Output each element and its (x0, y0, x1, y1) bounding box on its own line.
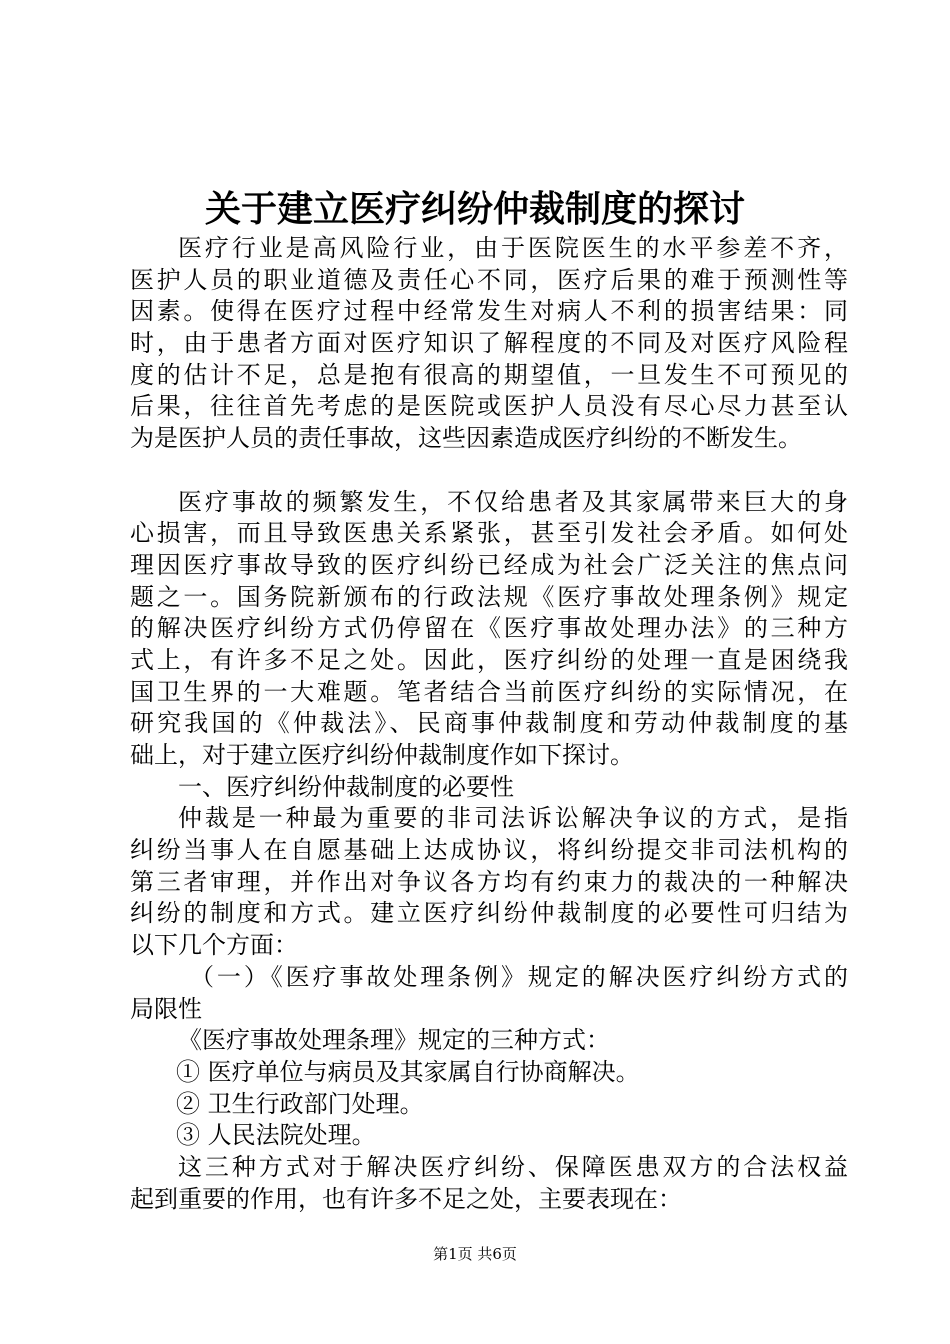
text-line: 研究我国的《仲裁法》、民商事仲裁制度和劳动仲裁制度的基 (130, 709, 848, 738)
text-line: 医疗行业是高风险行业，由于医院医生的水平参差不齐， (178, 234, 848, 262)
text-line: 因素。使得在医疗过程中经常发生对病人不利的损害结果：同 (130, 297, 848, 326)
text-line: 仲裁是一种最为重要的非司法诉讼解决争议的方式，是指 (178, 804, 848, 833)
text-line: 以下几个方面： (130, 931, 298, 960)
text-line: 这三种方式对于解决医疗纠纷、保障医患双方的合法权益 (178, 1152, 848, 1181)
text-line: 度的估计不足，总是抱有很高的期望值，一旦发生不可预见的 (130, 360, 848, 389)
list-item: ③ 人民法院处理。 (176, 1121, 376, 1150)
text-line: 时，由于患者方面对医疗知识了解程度的不同及对医疗风险程 (130, 329, 848, 358)
text-line: 局限性 (130, 994, 202, 1023)
text-line: 纠纷的制度和方式。建立医疗纠纷仲裁制度的必要性可归结为 (130, 899, 848, 928)
document-body (130, 233, 848, 1215)
document-title: 关于建立医疗纠纷仲裁制度的探讨 (204, 188, 745, 230)
text-line: 第三者审理，并作出对争议各方均有约束力的裁决的一种解决 (130, 867, 848, 896)
subsection-heading (130, 962, 848, 1025)
text-line: 为是医护人员的责任事故，这些因素造成医疗纠纷的不断发生。 (130, 424, 802, 453)
paragraph-spacer (130, 455, 848, 487)
page-number-footer: 第1页 共6页 (433, 1245, 517, 1263)
text-line: 心损害，而且导致医患关系紧张，甚至引发社会矛盾。如何处 (130, 519, 848, 548)
text-line: 式上，有许多不足之处。因此，医疗纠纷的处理一直是困绕我 (130, 645, 848, 674)
list-intro: 《医疗事故处理条理》规定的三种方式： (178, 1026, 610, 1055)
text-line: 后果，往往首先考虑的是医院或医护人员没有尽心尽力甚至认 (130, 392, 848, 421)
text-line: 起到重要的作用，也有许多不足之处，主要表现在： (130, 1184, 682, 1213)
paragraph-background (130, 487, 848, 772)
text-line: 医疗事故的频繁发生，不仅给患者及其家属带来巨大的身 (178, 487, 848, 516)
text-line: 的解决医疗纠纷方式仍停留在《医疗事故处理办法》的三种方 (130, 614, 848, 643)
text-line: 国卫生界的一大难题。笔者结合当前医疗纠纷的实际情况，在 (130, 677, 848, 706)
text-line: 医护人员的职业道德及责任心不同，医疗后果的难于预测性等 (130, 265, 848, 294)
text-line: 题之一。国务院新颁布的行政法规《医疗事故处理条例》规定 (130, 582, 848, 611)
text-line: 理因医疗事故导致的医疗纠纷已经成为社会广泛关注的焦点问 (130, 550, 848, 579)
text-line: （一）《医疗事故处理条例》规定的解决医疗纠纷方式的 (190, 962, 848, 991)
section-heading: 一、医疗纠纷仲裁制度的必要性 (178, 772, 514, 801)
list-item: ② 卫生行政部门处理。 (176, 1089, 424, 1118)
text-line: 纠纷当事人在自愿基础上达成协议，将纠纷提交非司法机构的 (130, 836, 848, 865)
paragraph-intro (130, 233, 848, 455)
paragraph-shortcomings (130, 1152, 848, 1215)
paragraph-arbitration-definition (130, 803, 848, 961)
list-item: ① 医疗单位与病员及其家属自行协商解决。 (176, 1057, 640, 1086)
text-line: 础上，对于建立医疗纠纷仲裁制度作如下探讨。 (130, 741, 634, 769)
